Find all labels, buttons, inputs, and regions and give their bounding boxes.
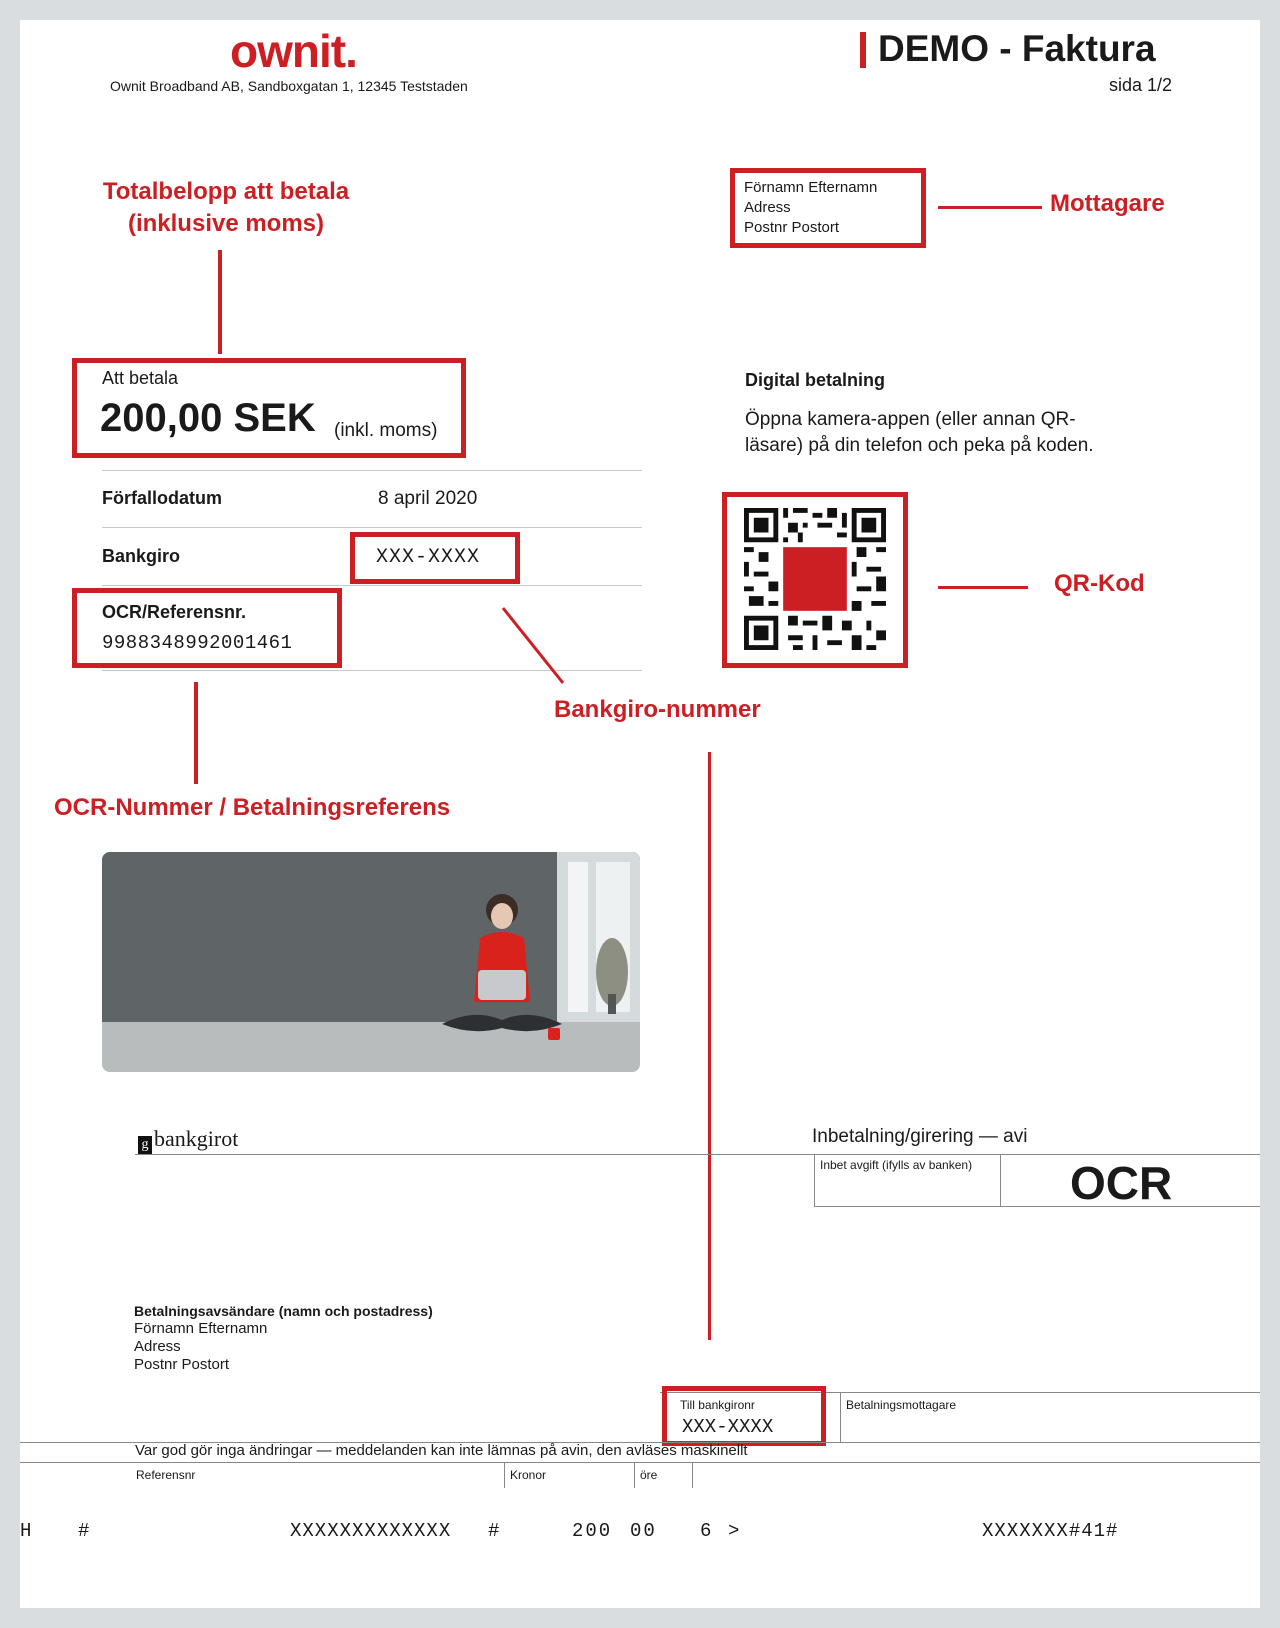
- payee-label: Betalningsmottagare: [846, 1398, 957, 1412]
- hero-photo: [102, 852, 640, 1072]
- ocr-line-check: 6: [700, 1520, 712, 1542]
- annotation-qr: QR-Kod: [1054, 570, 1145, 597]
- invoice-page: [20, 20, 1260, 1608]
- annotation-qr-pointer: [938, 586, 1028, 589]
- payer-postal: Postnr Postort: [134, 1356, 230, 1373]
- annotation-total-line1: Totalbelopp att betala: [102, 178, 350, 205]
- giro-top-rule: [135, 1154, 1260, 1155]
- fee-label: Inbet avgift (ifylls av banken): [820, 1158, 973, 1172]
- bankgirot-logo: [138, 1126, 238, 1154]
- kronor-label: Kronor: [510, 1468, 547, 1482]
- amount-value: 200,00 SEK: [100, 396, 316, 440]
- qr-code: [744, 508, 886, 650]
- divider-2: [102, 527, 642, 528]
- amount-due-label: Att betala: [102, 368, 179, 388]
- ocr-value: 9988348992001461: [102, 632, 293, 654]
- machine-read-notice: Var god gör inga ändringar — meddelanden kan inte lämnas på avin, den avläses maskinellt: [135, 1442, 748, 1459]
- sender-address: Ownit Broadband AB, Sandboxgatan 1, 12345 Teststaden: [110, 78, 468, 94]
- annotation-ocr: OCR-Nummer / Betalningsreferens: [54, 794, 451, 821]
- due-date-value: 8 april 2020: [378, 488, 478, 509]
- ocr-line-kronor: 200: [572, 1520, 613, 1542]
- annotation-bankgiro-pointer: [500, 605, 570, 695]
- payer-name: Förnamn Efternamn: [134, 1320, 268, 1337]
- annotation-bankgiro-long-pointer: [708, 752, 711, 1340]
- annotation-total: [76, 176, 376, 240]
- qr-code-graphic: [744, 508, 886, 650]
- bankgirot-wordmark: bankgirot: [154, 1126, 239, 1151]
- recipient-name: Förnamn Efternamn: [744, 179, 878, 196]
- hero-photo-illustration: [102, 852, 640, 1072]
- ore-end-divider: [692, 1462, 693, 1488]
- page-label: sida 1/2: [1108, 75, 1172, 95]
- divider-1: [102, 470, 642, 471]
- digital-title: Digital betalning: [745, 370, 886, 390]
- annotation-total-pointer: [218, 250, 222, 354]
- kronor-divider: [504, 1462, 505, 1488]
- fee-box-divider: [1000, 1154, 1001, 1206]
- ref-label: Referensnr: [136, 1468, 196, 1482]
- vat-note: (inkl. moms): [334, 420, 438, 441]
- ocr-line-end: XXXXXXX#41#: [982, 1520, 1119, 1542]
- payer-label: Betalningsavsändare (namn och postadress): [134, 1303, 433, 1319]
- recipient-postal: Postnr Postort: [744, 219, 840, 236]
- payer-block: [134, 1302, 433, 1374]
- invoice-title: DEMO - Faktura: [878, 28, 1156, 69]
- fee-box-left: [814, 1154, 815, 1206]
- bankgiro-label: Bankgiro: [102, 546, 181, 566]
- ocr-big-label: OCR: [1070, 1157, 1173, 1209]
- recipient-block: [744, 178, 877, 238]
- annotation-recipient: Mottagare: [1050, 190, 1165, 217]
- ocr-label: OCR/Referensnr.: [102, 602, 247, 622]
- bankgiro-value: XXX-XXXX: [376, 546, 481, 569]
- annotation-ocr-pointer: [194, 682, 198, 784]
- fee-box-bottom: [814, 1206, 1260, 1207]
- due-date-label: Förfallodatum: [102, 488, 222, 508]
- ocr-line-h: H: [20, 1520, 32, 1542]
- ownit-logo: ownit.: [230, 25, 357, 77]
- annotation-total-line2: (inklusive moms): [127, 210, 325, 237]
- annotation-recipient-pointer: [938, 206, 1042, 209]
- ocr-highlight: [72, 588, 342, 668]
- to-bankgiro-value: XXX-XXXX: [682, 1416, 774, 1438]
- ocr-line-ore: 00: [630, 1520, 657, 1542]
- divider-3: [102, 585, 642, 586]
- annotation-bankgiro: Bankgiro-nummer: [554, 696, 761, 723]
- notice-rule-bottom: [20, 1462, 1260, 1463]
- payer-address: Adress: [134, 1338, 181, 1355]
- bankgirot-icon: g: [138, 1136, 152, 1154]
- ocr-line-hash2: #: [488, 1520, 500, 1542]
- digital-text: Öppna kamera-appen (eller annan QR-läsare) på din telefon och peka på koden.: [745, 409, 1094, 456]
- giro-title: Inbetalning/girering — avi: [812, 1126, 1028, 1147]
- title-accent: [860, 32, 866, 68]
- to-bankgiro-label: Till bankgironr: [680, 1398, 755, 1412]
- ocr-line-hash1: #: [78, 1520, 90, 1542]
- ocr-line-ref: XXXXXXXXXXXXX: [290, 1520, 452, 1542]
- ocr-line-gt: >: [728, 1520, 740, 1542]
- payee-divider: [840, 1392, 841, 1442]
- ore-divider: [634, 1462, 635, 1488]
- recipient-address: Adress: [744, 199, 791, 216]
- ore-label: öre: [640, 1468, 658, 1482]
